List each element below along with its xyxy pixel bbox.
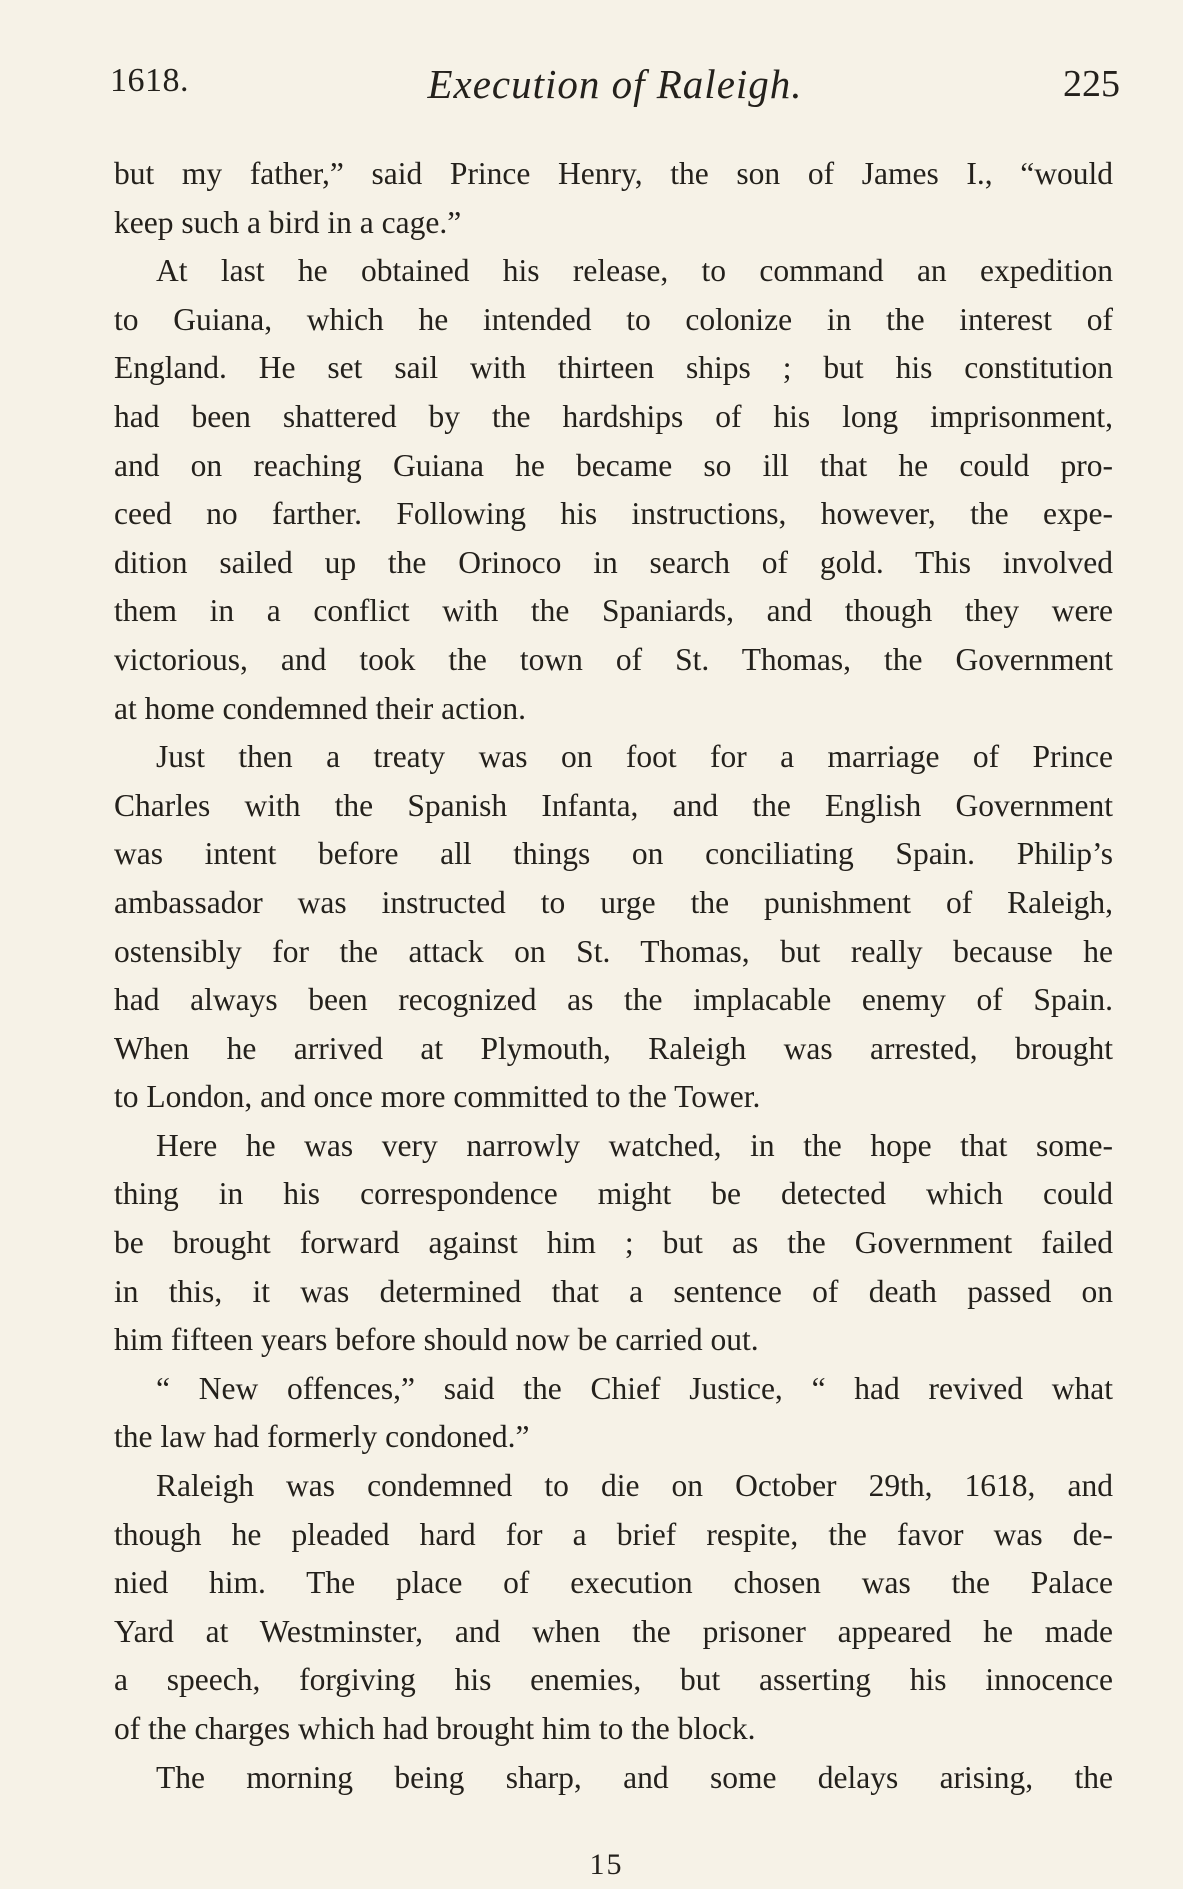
text-line: at home condemned their action. — [114, 690, 526, 726]
text-line: victorious, and took the town of St. Thomas, the Government — [114, 641, 1113, 677]
text-line: but my father,” said Prince Henry, the son of James I., “would — [114, 156, 1113, 191]
text-line: had always been recognized as the implacable enemy of Spain. — [114, 982, 1113, 1018]
text-line: Raleigh was condemned to die on October 29th, 1618, and — [156, 1468, 1113, 1504]
text-line: “ New offences,” said the Chief Justice, “ had revived what — [156, 1370, 1113, 1406]
text-line: England. He set sail with thirteen ships ; but his constitution — [114, 350, 1113, 386]
text-line: Charles with the Spanish Infanta, and the English Government — [114, 787, 1113, 823]
header-title: Execution of Raleigh. — [427, 61, 803, 107]
text-line: When he arrived at Plymouth, Raleigh was arrested, brought — [114, 1030, 1113, 1066]
text-line: and on reaching Guiana he became so ill that he could pro- — [114, 447, 1113, 483]
text-line: The morning being sharp, and some delays arising, the — [156, 1759, 1113, 1795]
text-line: nied him. The place of execution chosen was the Palace — [114, 1565, 1113, 1601]
text-line: thing in his correspondence might be detected which could — [114, 1176, 1113, 1212]
text-line: to London, and once more committed to the Tower. — [114, 1079, 761, 1115]
page-number: 225 — [1063, 63, 1120, 105]
text-line: of the charges which had brought him to the block. — [114, 1711, 756, 1746]
text-line: the law had formerly condoned.” — [114, 1419, 530, 1455]
text-line: ostensibly for the attack on St. Thomas, but really because he — [114, 933, 1113, 969]
text-line: him fifteen years before should now be carried out. — [114, 1322, 759, 1358]
header-year: 1618. — [110, 62, 189, 99]
text-line: in this, it was determined that a sentence of death passed on — [114, 1273, 1113, 1309]
text-line: though he pleaded hard for a brief respite, the favor was de- — [114, 1516, 1113, 1552]
text-line: ceed no farther. Following his instructions, however, the expe- — [114, 496, 1113, 532]
text-line: keep such a bird in a cage.” — [114, 204, 462, 240]
text-line: them in a conflict with the Spaniards, and though they were — [114, 593, 1113, 629]
text-line: a speech, forgiving his enemies, but asserting his innocence — [114, 1662, 1113, 1698]
text-line: Just then a treaty was on foot for a marriage of Prince — [156, 739, 1113, 775]
text-line: Here he was very narrowly watched, in the hope that some- — [156, 1127, 1113, 1163]
text-line: dition sailed up the Orinoco in search of gold. This involved — [114, 544, 1113, 580]
signature-mark: 15 — [589, 1848, 624, 1881]
text-line: At last he obtained his release, to command an expedition — [156, 253, 1113, 289]
text-line: Yard at Westminster, and when the prisoner appeared he made — [114, 1613, 1113, 1649]
text-line: had been shattered by the hardships of his long imprisonment, — [114, 398, 1113, 434]
running-header — [110, 62, 1120, 112]
text-line: to Guiana, which he intended to colonize in the interest of — [114, 301, 1113, 337]
text-line: was intent before all things on conciliating Spain. Philip’s — [114, 836, 1113, 872]
body-text — [114, 150, 1113, 1802]
text-line: be brought forward against him ; but as the Government failed — [114, 1225, 1113, 1261]
text-line: ambassador was instructed to urge the punishment of Raleigh, — [114, 884, 1113, 920]
